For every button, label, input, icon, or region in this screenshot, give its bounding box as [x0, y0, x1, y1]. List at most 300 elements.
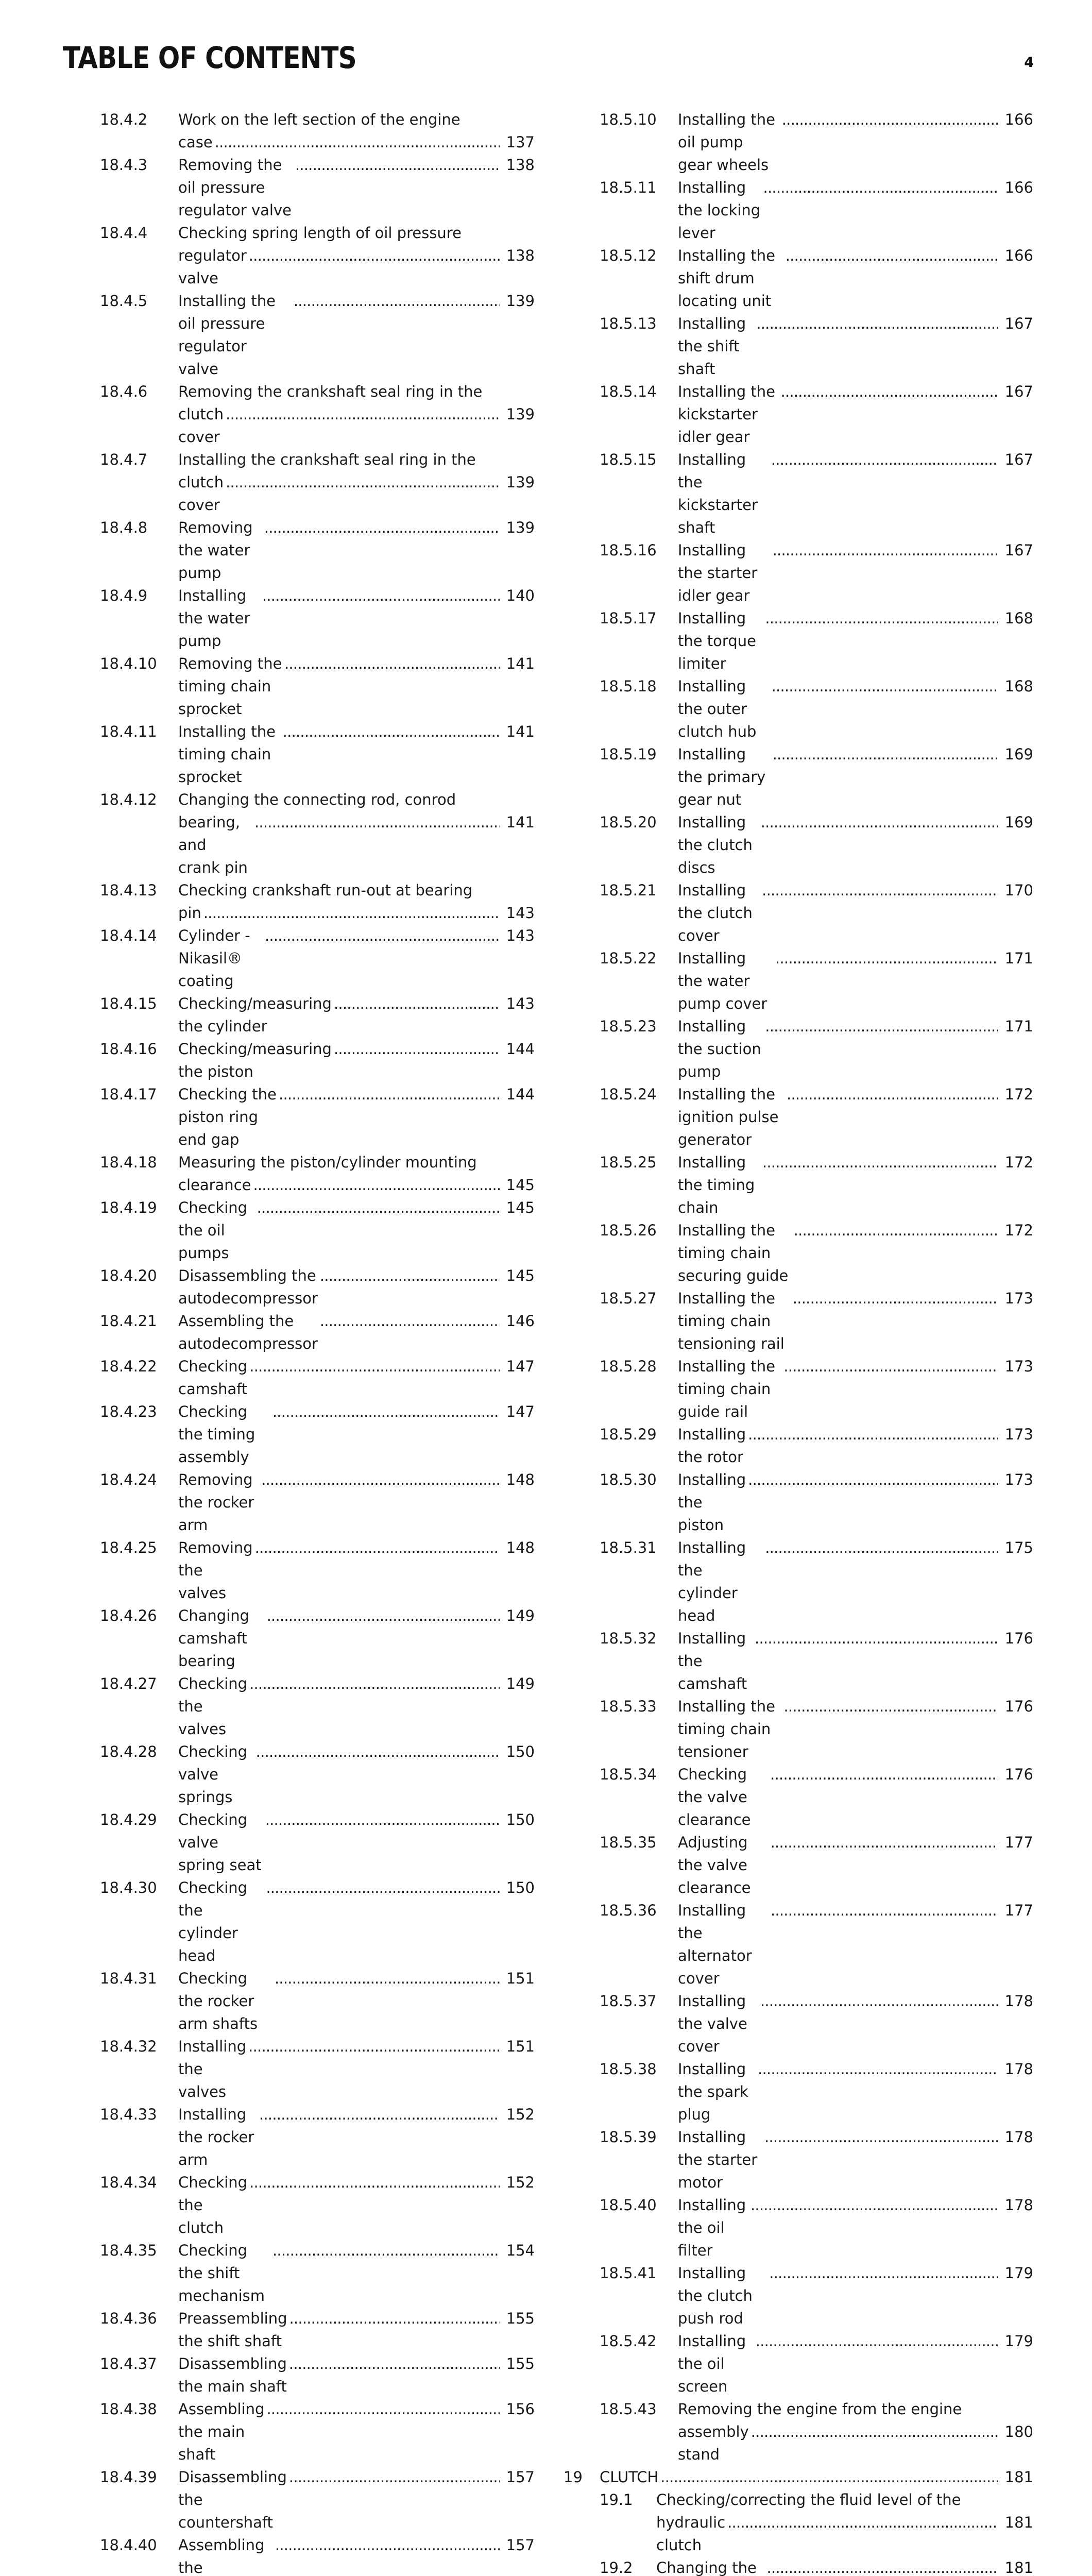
entry-title-line2	[178, 902, 535, 924]
entry-line	[678, 1355, 1033, 1423]
toc-entry[interactable]	[564, 2194, 1033, 2262]
entry-title-continued: clearance	[178, 1176, 251, 1194]
entry-title: Installing the rotor	[678, 1426, 746, 1466]
page-ref: 143	[506, 927, 535, 944]
dot-leader	[771, 1831, 998, 1854]
dot-leader	[771, 1899, 998, 1922]
toc-entry[interactable]	[564, 2126, 1033, 2194]
toc-entry[interactable]	[100, 154, 535, 222]
entry-number: 18.4.5	[100, 292, 148, 310]
toc-entry[interactable]	[564, 176, 1033, 244]
dot-leader	[773, 743, 998, 766]
toc-entry[interactable]	[100, 1808, 535, 1876]
dot-leader	[751, 2420, 998, 2443]
entry-title: Checking the piston ring end gap	[178, 1086, 277, 1148]
dot-leader	[215, 131, 500, 154]
entry-line	[178, 154, 535, 222]
toc-entry[interactable]	[564, 1695, 1033, 1763]
entry-line	[678, 312, 1033, 380]
dot-leader	[259, 2103, 500, 2126]
toc-entry[interactable]	[100, 2103, 535, 2171]
entry-number: 18.4.38	[100, 2400, 157, 2418]
entry-title: Disassembling the countershaft	[178, 2468, 287, 2531]
toc-entry[interactable]	[564, 1990, 1033, 2058]
entry-number: 18.5.34	[600, 1766, 657, 1783]
page-ref: 171	[1004, 950, 1033, 967]
dot-leader	[783, 1695, 998, 1718]
page-ref: 152	[506, 2174, 535, 2191]
entry-title: Installing the oil pressure regulator valve	[178, 292, 276, 378]
entry-number: 18.5.19	[600, 745, 657, 763]
toc-entry[interactable]	[564, 108, 1033, 176]
toc-entry[interactable]	[100, 222, 535, 290]
dot-leader	[756, 2330, 998, 2352]
toc-entry[interactable]	[100, 1468, 535, 1536]
entry-title: Installing the shift drum locating unit	[678, 247, 775, 310]
dot-leader	[794, 1219, 998, 1242]
toc-entry[interactable]	[564, 1015, 1033, 1083]
page-ref: 141	[506, 723, 535, 740]
entry-number: 18.5.18	[600, 677, 657, 695]
entry-line	[678, 108, 1033, 176]
entry-number: 18.5.40	[600, 2196, 657, 2214]
toc-entry[interactable]	[564, 1423, 1033, 1468]
entry-title-line2	[178, 1174, 535, 1196]
entry-title: Checking the clutch	[178, 2174, 248, 2236]
toc-entry[interactable]	[100, 879, 535, 924]
entry-line	[178, 516, 535, 584]
dot-leader	[765, 607, 998, 630]
entry-number: 18.4.12	[100, 791, 157, 808]
entry-title: Installing the water pump	[178, 587, 250, 650]
entry-number: 18.4.3	[100, 156, 148, 174]
entry-line	[678, 811, 1033, 879]
dot-leader	[226, 471, 500, 494]
entry-title: Assembling the autodecompressor	[178, 1312, 318, 1352]
page-ref: 150	[506, 1879, 535, 1896]
dot-leader	[748, 1423, 998, 1446]
toc-entry[interactable]	[100, 1264, 535, 1310]
toc-entry[interactable]	[100, 1196, 535, 1264]
entry-line	[678, 2126, 1033, 2194]
entry-number: 18.5.14	[600, 383, 657, 400]
page-ref: 167	[1004, 383, 1033, 400]
entry-number: 18.4.31	[100, 1970, 157, 1987]
toc-entry[interactable]	[100, 2352, 535, 2398]
entry-title: Checking the timing assembly	[178, 1403, 255, 1466]
toc-entry[interactable]	[100, 1672, 535, 1740]
page-ref: 172	[1004, 1086, 1033, 1103]
toc-entry[interactable]	[100, 2466, 535, 2534]
toc-entry[interactable]	[100, 788, 535, 879]
entry-title: Installing the outer clutch hub	[678, 677, 757, 740]
dot-leader	[249, 2171, 500, 2194]
toc-entry[interactable]	[564, 1536, 1033, 1627]
toc-entry[interactable]	[100, 2035, 535, 2103]
entry-title: Changing the	[656, 2559, 757, 2576]
entry-number: 18.4.36	[100, 2310, 157, 2327]
entry-title: Removing the timing chain sprocket	[178, 655, 282, 718]
toc-entry[interactable]	[100, 2239, 535, 2307]
toc-entry[interactable]	[564, 743, 1033, 811]
toc-entry[interactable]	[100, 290, 535, 380]
entry-title: Installing the timing chain securing guide	[678, 1222, 789, 1284]
entry-number: 19.2	[600, 2559, 633, 2576]
entry-title: Installing the locking lever	[678, 179, 761, 242]
entry-line	[678, 176, 1033, 244]
entry-title-line1: Work on the left section of the engine	[178, 111, 460, 128]
dot-leader	[767, 2556, 998, 2576]
entry-number: 18.5.10	[600, 111, 657, 128]
dot-leader	[772, 675, 998, 698]
page-ref: 156	[506, 2400, 535, 2418]
dot-leader	[765, 1015, 998, 1038]
dot-leader	[265, 924, 500, 947]
toc-entry[interactable]	[564, 448, 1033, 539]
dot-leader	[257, 1196, 500, 1219]
toc-entry[interactable]	[564, 380, 1033, 448]
entry-number: 18.4.18	[100, 1154, 157, 1171]
toc-entry[interactable]	[100, 516, 535, 584]
toc-entry[interactable]	[564, 1083, 1033, 1151]
dot-leader	[249, 1355, 500, 1378]
page-ref: 173	[1004, 1426, 1033, 1443]
entry-title-line1: Changing the connecting rod, conrod	[178, 791, 456, 808]
entry-line	[178, 2466, 535, 2534]
entry-line	[178, 1038, 535, 1083]
page-ref: 145	[506, 1176, 535, 1194]
entry-number: 18.4.4	[100, 224, 148, 242]
entry-number: 18.4.14	[100, 927, 157, 944]
page-ref: 147	[506, 1358, 535, 1375]
entry-line	[678, 1219, 1033, 1287]
toc-entry[interactable]	[564, 1831, 1033, 1899]
entry-title: Disassembling the autodecompressor	[178, 1267, 318, 1307]
toc-entry[interactable]	[564, 607, 1033, 675]
entry-title: Installing the timing chain	[678, 1154, 755, 1216]
dot-leader	[284, 652, 500, 675]
toc-entry[interactable]	[564, 2330, 1033, 2398]
page-ref: 179	[1004, 2264, 1033, 2282]
entry-title: Disassembling the main shaft	[178, 2355, 287, 2395]
page-ref: 150	[506, 1811, 535, 1828]
entry-line	[678, 947, 1033, 1015]
entry-line	[678, 1423, 1033, 1468]
toc-entry[interactable]	[100, 1038, 535, 1083]
toc-entry[interactable]	[564, 2488, 1033, 2556]
page-ref: 157	[506, 2536, 535, 2554]
entry-title: Checking the valves	[178, 1675, 248, 1738]
toc-entry[interactable]	[100, 584, 535, 652]
toc-entry[interactable]	[564, 1763, 1033, 1831]
toc-entry[interactable]	[100, 1740, 535, 1808]
dot-leader	[283, 720, 500, 743]
entry-line	[178, 1310, 535, 1355]
entry-title-continued: pin	[178, 904, 201, 922]
entry-number: 18.5.33	[600, 1698, 657, 1715]
toc-entry[interactable]	[100, 1310, 535, 1355]
toc-entry[interactable]	[100, 2307, 535, 2352]
entry-number: 18.4.24	[100, 1471, 157, 1488]
entry-title-line1: Removing the engine from the engine	[678, 2400, 962, 2418]
entry-line	[178, 1740, 535, 1808]
toc-entry[interactable]	[100, 1967, 535, 2035]
dot-leader	[279, 1083, 500, 1106]
entry-title-line1: Installing the crankshaft seal ring in the	[178, 451, 476, 468]
entry-number: 18.5.27	[600, 1290, 657, 1307]
entry-line	[178, 1604, 535, 1672]
entry-line	[678, 2262, 1033, 2330]
entry-number: 18.5.37	[600, 1992, 657, 2010]
entry-line	[178, 2035, 535, 2103]
entry-line	[678, 1899, 1033, 1990]
entry-title: Cylinder - Nikasil® coating	[178, 927, 250, 990]
page-ref: 181	[1004, 2559, 1033, 2576]
toc-entry[interactable]	[564, 1219, 1033, 1287]
entry-title: Installing the valves	[178, 2038, 247, 2100]
entry-number: 18.4.19	[100, 1199, 157, 1216]
entry-title: Installing the timing chain tensioning rail	[678, 1290, 784, 1352]
toc-entry[interactable]	[564, 2398, 1033, 2466]
page-ref: 170	[1004, 882, 1033, 899]
page-ref: 145	[506, 1267, 535, 1284]
entry-number: 18.4.13	[100, 882, 157, 899]
entry-title: Installing the clutch discs	[678, 814, 753, 876]
toc-entry[interactable]	[100, 380, 535, 448]
entry-title-line2	[178, 131, 535, 154]
entry-number: 18.4.20	[100, 1267, 157, 1284]
entry-line	[178, 1808, 535, 1876]
entry-number: 18.4.2	[100, 111, 148, 128]
toc-entry[interactable]	[564, 2556, 1033, 2576]
page-ref: 173	[1004, 1358, 1033, 1375]
dot-leader	[762, 1151, 998, 1174]
page-ref: 138	[506, 156, 535, 174]
entry-number: 18.4.17	[100, 1086, 157, 1103]
entry-title: Installing the suction pump	[678, 1018, 761, 1080]
entry-line	[178, 2103, 535, 2171]
toc-entry[interactable]	[564, 947, 1033, 1015]
dot-leader	[264, 516, 500, 539]
toc-entry[interactable]	[564, 1151, 1033, 1219]
page-ref: 168	[1004, 677, 1033, 695]
entry-number: 18.4.39	[100, 2468, 157, 2486]
toc-entry[interactable]	[564, 1355, 1033, 1423]
dot-leader	[773, 539, 998, 562]
entry-title: Installing the ignition pulse generator	[678, 1086, 779, 1148]
entry-title-continued: bearing, and crank pin	[178, 814, 248, 876]
dot-leader	[760, 1990, 998, 2012]
toc-entry[interactable]	[100, 1151, 535, 1196]
entry-number: 18.5.24	[600, 1086, 657, 1103]
dot-leader	[262, 584, 500, 607]
entry-number: 18.4.6	[100, 383, 148, 400]
entry-line	[178, 1400, 535, 1468]
entry-line	[678, 448, 1033, 539]
page-ref: 176	[1004, 1630, 1033, 1647]
entry-line	[178, 992, 535, 1038]
toc-entry[interactable]	[564, 2262, 1033, 2330]
page-ref: 169	[1004, 814, 1033, 831]
dot-leader	[203, 902, 500, 924]
entry-title: Installing the starter motor	[678, 2128, 758, 2191]
toc-entry[interactable]	[100, 448, 535, 516]
entry-number: 18.4.8	[100, 519, 148, 536]
page-number: 4	[1024, 55, 1034, 71]
entry-number: 18.5.39	[600, 2128, 657, 2146]
entry-line	[678, 1990, 1033, 2058]
toc-entry[interactable]	[100, 1400, 535, 1468]
entry-title: Checking the oil pumps	[178, 1199, 248, 1262]
page-ref: 167	[1004, 451, 1033, 468]
entry-number: 18.4.28	[100, 1743, 157, 1760]
entry-number: 18.4.21	[100, 1312, 157, 1330]
dot-leader	[294, 290, 500, 312]
page-ref: 148	[506, 1539, 535, 1556]
entry-title: Installing the clutch push rod	[678, 2264, 753, 2327]
toc-entry[interactable]	[100, 924, 535, 992]
page-ref: 149	[506, 1607, 535, 1624]
toc-entry[interactable]	[100, 2171, 535, 2239]
entry-line	[678, 1015, 1033, 1083]
entry-title: Preassembling the shift shaft	[178, 2310, 287, 2350]
page-ref: 168	[1004, 609, 1033, 627]
toc-entry[interactable]	[100, 992, 535, 1038]
entry-line	[178, 1672, 535, 1740]
toc-entry[interactable]	[564, 1468, 1033, 1536]
entry-number: 18.4.40	[100, 2536, 157, 2554]
dot-leader	[249, 244, 500, 267]
toc-entry[interactable]	[100, 652, 535, 720]
entry-line	[600, 2466, 1033, 2488]
toc-entry[interactable]	[564, 1899, 1033, 1990]
entry-number: 18.5.31	[600, 1539, 657, 1556]
page-ref: 177	[1004, 1902, 1033, 1919]
entry-title-continued: assembly stand	[678, 2423, 749, 2463]
dot-leader	[253, 1174, 500, 1196]
page-ref: 149	[506, 1675, 535, 1692]
entry-line	[678, 1763, 1033, 1831]
entry-line	[178, 1468, 535, 1536]
entry-title: Changing camshaft bearing	[178, 1607, 250, 1670]
toc-entry[interactable]	[564, 1627, 1033, 1695]
dot-leader	[320, 1310, 500, 1332]
toc-entry[interactable]	[100, 1604, 535, 1672]
dot-leader	[254, 811, 500, 834]
dot-leader	[334, 1038, 500, 1060]
toc-entry[interactable]	[564, 675, 1033, 743]
page-ref: 151	[506, 2038, 535, 2055]
entry-number: 18.5.13	[600, 315, 657, 332]
dot-leader	[762, 879, 998, 902]
entry-title: Installing the torque limiter	[678, 609, 756, 672]
entry-title: Checking/measuring the cylinder	[178, 995, 332, 1035]
entry-line	[678, 1083, 1033, 1151]
entry-number: 18.4.32	[100, 2038, 157, 2055]
entry-line	[678, 1151, 1033, 1219]
toc-entry[interactable]	[564, 244, 1033, 312]
entry-number: 18.5.35	[600, 1834, 657, 1851]
entry-title-continued: case	[178, 133, 213, 151]
toc-entry[interactable]	[564, 312, 1033, 380]
page-ref: 172	[1004, 1222, 1033, 1239]
entry-line	[178, 1967, 535, 2035]
toc-entry[interactable]	[564, 2466, 1033, 2488]
page-ref: 141	[506, 814, 535, 831]
toc-entry[interactable]	[564, 811, 1033, 879]
entry-number: 18.5.12	[600, 247, 657, 264]
entry-number: 18.5.25	[600, 1154, 657, 1171]
toc-entry[interactable]	[564, 2058, 1033, 2126]
page-ref: 141	[506, 655, 535, 672]
page-ref: 171	[1004, 1018, 1033, 1035]
entry-title: Installing the alternator cover	[678, 1902, 752, 1987]
toc-entry[interactable]	[100, 720, 535, 788]
entry-title-continued: clutch cover	[178, 473, 224, 514]
entry-line	[178, 652, 535, 720]
entry-line	[178, 1536, 535, 1604]
dot-leader	[786, 244, 998, 267]
dot-leader	[769, 2262, 998, 2284]
entry-number: 18.4.15	[100, 995, 157, 1012]
entry-number: 18.4.34	[100, 2174, 157, 2191]
toc-entry[interactable]	[100, 1536, 535, 1604]
page-ref: 169	[1004, 745, 1033, 763]
page-header	[63, 40, 1034, 76]
page-ref: 137	[506, 133, 535, 151]
page-ref: 140	[506, 587, 535, 604]
entry-number: 18.4.7	[100, 451, 148, 468]
entry-line	[178, 2352, 535, 2398]
page-ref: 146	[506, 1312, 535, 1330]
entry-number: 18.5.28	[600, 1358, 657, 1375]
entry-line	[656, 2556, 1033, 2576]
entry-title: Installing the oil pump gear wheels	[678, 111, 775, 174]
entry-title-continued: regulator valve	[178, 247, 247, 287]
entry-number: 18.4.27	[100, 1675, 157, 1692]
entry-number: 18.5.20	[600, 814, 657, 831]
entry-title-line1: Checking crankshaft run-out at bearing	[178, 882, 473, 899]
page-ref: 175	[1004, 1539, 1033, 1556]
toc-entry[interactable]	[100, 1876, 535, 1967]
page-ref: 150	[506, 1743, 535, 1760]
entry-line	[178, 584, 535, 652]
toc-entry[interactable]	[564, 879, 1033, 947]
entry-number: 18.4.26	[100, 1607, 157, 1624]
toc-entry[interactable]	[100, 1355, 535, 1400]
toc-entry[interactable]	[100, 2398, 535, 2466]
entry-line	[678, 2058, 1033, 2126]
dot-leader	[750, 2194, 998, 2216]
entry-title: Checking valve spring seat	[178, 1811, 262, 1874]
entry-title: Installing the water pump cover	[678, 950, 767, 1012]
dot-leader	[764, 2126, 998, 2148]
page-ref: 167	[1004, 315, 1033, 332]
entry-title: CLUTCH	[600, 2468, 659, 2486]
toc-entry[interactable]	[564, 1287, 1033, 1355]
toc-entry[interactable]	[100, 108, 535, 154]
toc-entry[interactable]	[100, 1083, 535, 1151]
page-ref: 139	[506, 292, 535, 310]
toc-entry[interactable]	[564, 539, 1033, 607]
dot-leader	[272, 1400, 500, 1423]
entry-number: 18.5.16	[600, 541, 657, 559]
toc-entry[interactable]	[100, 2534, 535, 2576]
page-ref: 181	[1004, 2468, 1033, 2486]
page-ref: 139	[506, 405, 535, 423]
entry-number: 18.5.23	[600, 1018, 657, 1035]
dot-leader	[660, 2466, 998, 2488]
